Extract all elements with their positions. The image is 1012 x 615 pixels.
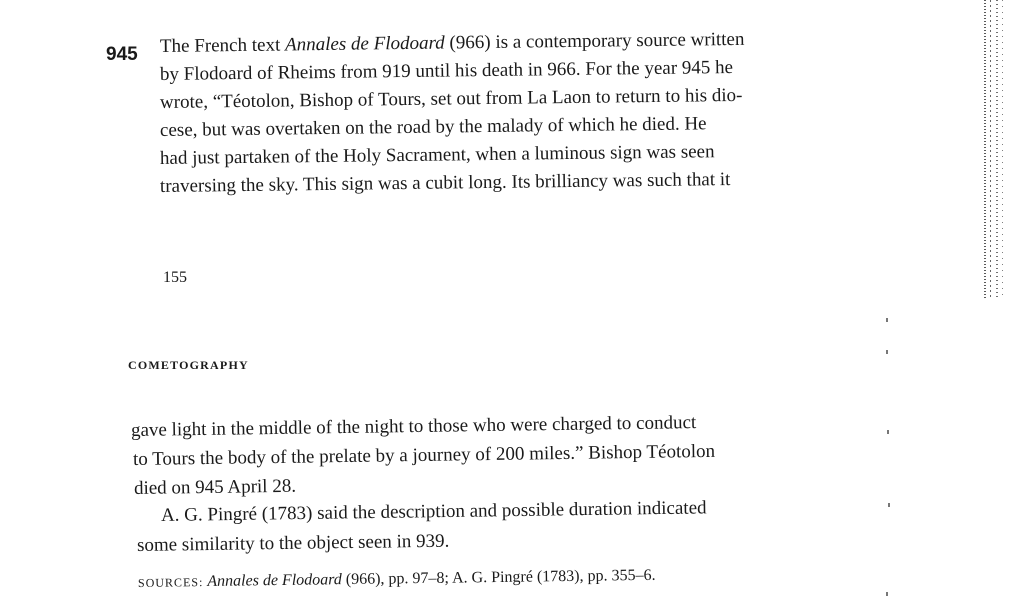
sources-text: Annales de Flodoard (966), pp. 97–8; A. G. Pingré (1783), pp. 355–6. bbox=[207, 566, 656, 591]
page-number: 155 bbox=[163, 269, 187, 286]
continuation-line: some similarity to the object seen in 939. bbox=[136, 530, 450, 556]
continuation-line: to Tours the body of the prelate by a journey of 200 miles.” Bishop Téotolon bbox=[132, 440, 716, 470]
entry-year: 945 bbox=[106, 44, 138, 65]
entry-line: traversing the sky. This sign was a cubit long. Its brilliancy was such that it bbox=[159, 169, 731, 197]
entry-line: The French text Annales de Flodoard (966) is a contemporary source written bbox=[159, 28, 745, 57]
binding-edge-scan-artifact bbox=[980, 0, 1012, 300]
scan-speck bbox=[888, 503, 890, 507]
sources-citation bbox=[138, 567, 656, 592]
entry-line: had just partaken of the Holy Sacrament, when a luminous sign was seen bbox=[159, 141, 715, 169]
scan-speck bbox=[887, 430, 889, 434]
entry-line: cese, but was overtaken on the road by the malady of which he died. He bbox=[159, 113, 707, 141]
scan-speck bbox=[886, 592, 888, 596]
entry-line: wrote, “Téotolon, Bishop of Tours, set out from La Laon to return to his dio- bbox=[159, 84, 743, 113]
sources-label: SOURCES: bbox=[137, 575, 204, 590]
entry-line: by Flodoard of Rheims from 919 until his death in 966. For the year 945 he bbox=[159, 56, 734, 85]
running-head: COMETOGRAPHY bbox=[128, 358, 249, 372]
continuation-line: A. G. Pingré (1783) said the description and possible duration indicated bbox=[160, 497, 707, 526]
scan-speck bbox=[886, 350, 888, 354]
continuation-line: died on 945 April 28. bbox=[133, 475, 297, 499]
scan-speck bbox=[886, 318, 888, 322]
continuation-line: gave light in the middle of the night to those who were charged to conduct bbox=[130, 412, 697, 441]
